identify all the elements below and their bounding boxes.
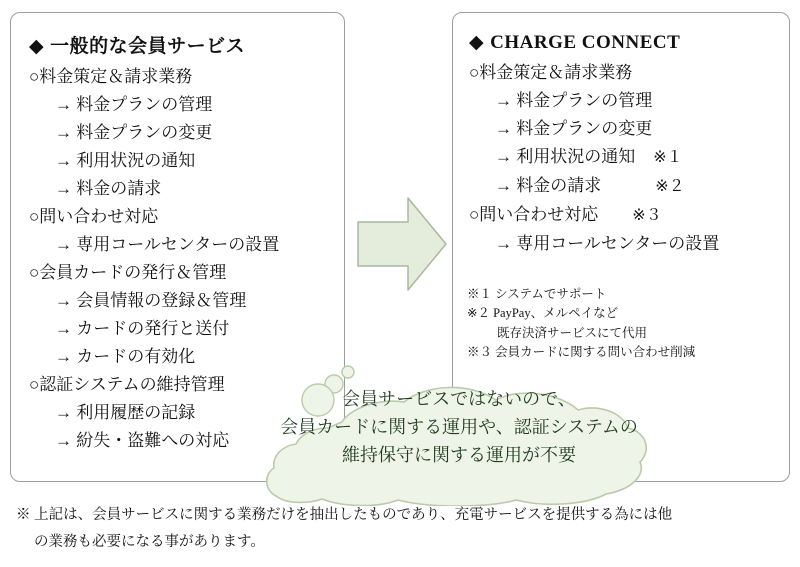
- cloud-callout: [258, 358, 660, 506]
- list-item: [467, 177, 789, 195]
- list-item-label: → 専用コールセンターの設置: [495, 234, 720, 253]
- right-panel-title: [453, 13, 789, 54]
- right-panel-item-list: [453, 54, 789, 252]
- footnote-ref: ※２: [655, 178, 685, 195]
- list-item: ○認証システムの維持管理: [29, 375, 225, 394]
- list-item: [467, 148, 789, 166]
- list-item-label: → 料金プランの管理: [495, 91, 653, 110]
- list-item: ○料金策定＆請求業務: [29, 67, 193, 86]
- cloud-line: 会員カードに関する運用や、認証システムの: [280, 416, 638, 437]
- list-item-label: ○料金策定＆請求業務: [469, 63, 633, 82]
- list-item-label: ○問い合わせ対応: [469, 205, 599, 224]
- list-item: ○問い合わせ対応: [29, 207, 159, 226]
- list-item: [467, 92, 789, 109]
- list-item: [467, 64, 789, 81]
- bottom-note-line-1: ※ 上記は、会員サービスに関する業務だけを抽出したものであり、充電サービスを提供する為には他: [16, 507, 673, 523]
- diamond-icon: ◆: [469, 32, 485, 53]
- list-item: → 料金プランの管理: [55, 95, 213, 114]
- list-item: → 料金プランの変更: [55, 123, 213, 142]
- list-item: → 利用状況の通知: [55, 151, 196, 170]
- footnote-ref: ※３: [632, 207, 662, 224]
- list-item: → 会員情報の登録＆管理: [55, 291, 247, 310]
- cloud-line: 会員サービスではないので、: [342, 389, 576, 409]
- list-item-label: → 料金の請求: [495, 176, 602, 195]
- list-item-label: → 料金プランの変更: [495, 119, 653, 138]
- right-panel-title-text: CHARGE CONNECT: [490, 32, 681, 53]
- footnote-ref: ※１: [653, 149, 683, 166]
- diamond-icon: ◆: [29, 36, 45, 57]
- bottom-note: [16, 502, 786, 556]
- list-item: [467, 235, 789, 252]
- list-item-label: → 利用状況の通知: [495, 147, 636, 166]
- footnote-line: ※２ PayPay、メルペイなど: [467, 306, 619, 321]
- list-item: ○会員カードの発行＆管理: [29, 263, 227, 282]
- footnote-block: [467, 285, 695, 363]
- right-arrow-icon: [356, 196, 448, 292]
- footnote-line: ※３ 会員カードに関する問い合わせ削減: [467, 345, 696, 360]
- list-item: → カードの有効化: [55, 347, 196, 366]
- list-item: → 紛失・盗難への対応: [55, 431, 230, 450]
- list-item: → 利用履歴の記録: [55, 403, 196, 422]
- list-item: → 料金の請求: [55, 179, 162, 198]
- footnote-line: ※１ システムでサポート: [467, 287, 607, 301]
- cloud-line: 維持保守に関する運用が不要: [342, 444, 576, 465]
- footnote-line: 既存決済サービスにて代用: [497, 325, 648, 340]
- bottom-note-line-2: の業務も必要になる事があります。: [34, 533, 265, 550]
- list-item: [467, 120, 789, 137]
- left-panel-title: [11, 13, 344, 58]
- left-panel-title-text: 一般的な会員サービス: [50, 36, 246, 57]
- list-item: [467, 206, 789, 224]
- list-item: → 専用コールセンターの設置: [55, 235, 280, 254]
- list-item: → カードの発行と送付: [55, 319, 230, 338]
